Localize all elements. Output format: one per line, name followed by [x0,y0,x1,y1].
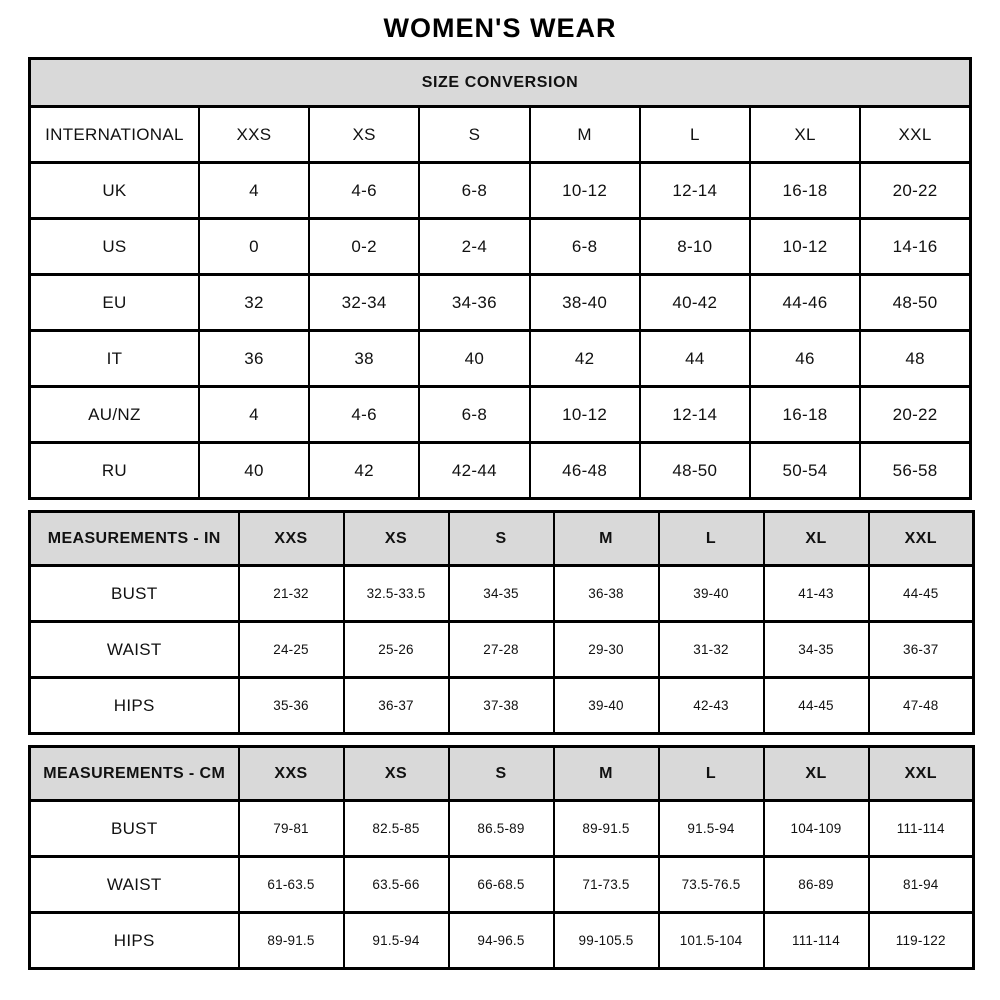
size-column-header: XXL [860,107,970,163]
value-cell: 36-37 [869,622,974,678]
value-cell: 2-4 [419,219,529,275]
value-cell: 6-8 [419,387,529,443]
row-label: WAIST [30,622,239,678]
value-cell: 10-12 [530,387,640,443]
size-column-header: S [449,747,554,801]
table-row [30,566,974,622]
row-label: HIPS [30,913,239,969]
table-row [30,801,974,857]
value-cell: 27-28 [449,622,554,678]
value-cell: 6-8 [530,219,640,275]
value-cell: 41-43 [764,566,869,622]
value-cell: 25-26 [344,622,449,678]
size-column-header: XL [764,512,869,566]
value-cell: 86-89 [764,857,869,913]
table-label-cell: MEASUREMENTS - CM [30,747,239,801]
size-conversion-table [28,57,972,500]
size-column-header: S [449,512,554,566]
value-cell: 0-2 [309,219,419,275]
value-cell: 44-46 [750,275,860,331]
row-label: BUST [30,566,239,622]
value-cell: 111-114 [869,801,974,857]
value-cell: 46 [750,331,860,387]
value-cell: 81-94 [869,857,974,913]
value-cell: 104-109 [764,801,869,857]
value-cell: 29-30 [554,622,659,678]
value-cell: 0 [199,219,309,275]
value-cell: 36-38 [554,566,659,622]
size-column-header: S [419,107,529,163]
value-cell: 4-6 [309,163,419,219]
value-cell: 40 [199,443,309,499]
value-cell: 50-54 [750,443,860,499]
value-cell: 4 [199,387,309,443]
size-header-row [30,107,971,163]
size-column-header: L [640,107,750,163]
value-cell: 38 [309,331,419,387]
row-label: HIPS [30,678,239,734]
value-cell: 32 [199,275,309,331]
value-cell: 82.5-85 [344,801,449,857]
value-cell: 36-37 [344,678,449,734]
value-cell: 6-8 [419,163,529,219]
value-cell: 37-38 [449,678,554,734]
value-cell: 89-91.5 [239,913,344,969]
size-column-header: M [554,512,659,566]
size-column-header: M [530,107,640,163]
row-label: AU/NZ [30,387,199,443]
size-column-header: XL [750,107,860,163]
value-cell: 4 [199,163,309,219]
value-cell: 91.5-94 [659,801,764,857]
value-cell: 8-10 [640,219,750,275]
row-label: BUST [30,801,239,857]
value-cell: 79-81 [239,801,344,857]
size-header-row [30,512,974,566]
size-column-header: XXL [869,512,974,566]
size-column-header: XS [344,747,449,801]
table-row [30,913,974,969]
table-row [30,678,974,734]
value-cell: 63.5-66 [344,857,449,913]
measurements-in-table [28,510,975,735]
value-cell: 66-68.5 [449,857,554,913]
size-column-header: XXS [199,107,309,163]
table-row [30,387,971,443]
row-label: UK [30,163,199,219]
row-label: RU [30,443,199,499]
row-label: WAIST [30,857,239,913]
table-row [30,219,971,275]
value-cell: 34-36 [419,275,529,331]
value-cell: 42 [309,443,419,499]
row-label: IT [30,331,199,387]
value-cell: 21-32 [239,566,344,622]
value-cell: 42-43 [659,678,764,734]
value-cell: 61-63.5 [239,857,344,913]
value-cell: 48 [860,331,970,387]
value-cell: 47-48 [869,678,974,734]
size-conversion-title: SIZE CONVERSION [30,59,971,107]
value-cell: 20-22 [860,387,970,443]
value-cell: 34-35 [764,622,869,678]
value-cell: 89-91.5 [554,801,659,857]
value-cell: 12-14 [640,387,750,443]
value-cell: 91.5-94 [344,913,449,969]
value-cell: 20-22 [860,163,970,219]
value-cell: 10-12 [530,163,640,219]
value-cell: 99-105.5 [554,913,659,969]
table-row [30,163,971,219]
value-cell: 34-35 [449,566,554,622]
value-cell: 4-6 [309,387,419,443]
value-cell: 44-45 [869,566,974,622]
value-cell: 46-48 [530,443,640,499]
table-row [30,275,971,331]
size-column-header: XXS [239,512,344,566]
value-cell: 38-40 [530,275,640,331]
table-label-cell: MEASUREMENTS - IN [30,512,239,566]
measurements-cm-table [28,745,975,970]
value-cell: 35-36 [239,678,344,734]
size-column-header: XXL [869,747,974,801]
value-cell: 40-42 [640,275,750,331]
value-cell: 31-32 [659,622,764,678]
value-cell: 42 [530,331,640,387]
table-label-cell: INTERNATIONAL [30,107,199,163]
value-cell: 36 [199,331,309,387]
size-column-header: XS [309,107,419,163]
value-cell: 119-122 [869,913,974,969]
value-cell: 24-25 [239,622,344,678]
table-row [30,443,971,499]
size-column-header: XXS [239,747,344,801]
value-cell: 48-50 [860,275,970,331]
value-cell: 32-34 [309,275,419,331]
value-cell: 14-16 [860,219,970,275]
value-cell: 86.5-89 [449,801,554,857]
value-cell: 101.5-104 [659,913,764,969]
value-cell: 48-50 [640,443,750,499]
value-cell: 39-40 [659,566,764,622]
row-label: US [30,219,199,275]
value-cell: 39-40 [554,678,659,734]
value-cell: 12-14 [640,163,750,219]
page-title: WOMEN'S WEAR [383,13,617,43]
value-cell: 71-73.5 [554,857,659,913]
size-column-header: L [659,747,764,801]
value-cell: 32.5-33.5 [344,566,449,622]
value-cell: 10-12 [750,219,860,275]
table-row [30,331,971,387]
value-cell: 40 [419,331,529,387]
value-cell: 44-45 [764,678,869,734]
table-row [30,857,974,913]
value-cell: 111-114 [764,913,869,969]
size-column-header: L [659,512,764,566]
value-cell: 42-44 [419,443,529,499]
value-cell: 73.5-76.5 [659,857,764,913]
size-column-header: XS [344,512,449,566]
size-column-header: M [554,747,659,801]
size-header-row [30,747,974,801]
size-column-header: XL [764,747,869,801]
row-label: EU [30,275,199,331]
value-cell: 94-96.5 [449,913,554,969]
value-cell: 16-18 [750,387,860,443]
size-conversion-title-row [30,59,971,107]
value-cell: 44 [640,331,750,387]
table-row [30,622,974,678]
value-cell: 16-18 [750,163,860,219]
value-cell: 56-58 [860,443,970,499]
